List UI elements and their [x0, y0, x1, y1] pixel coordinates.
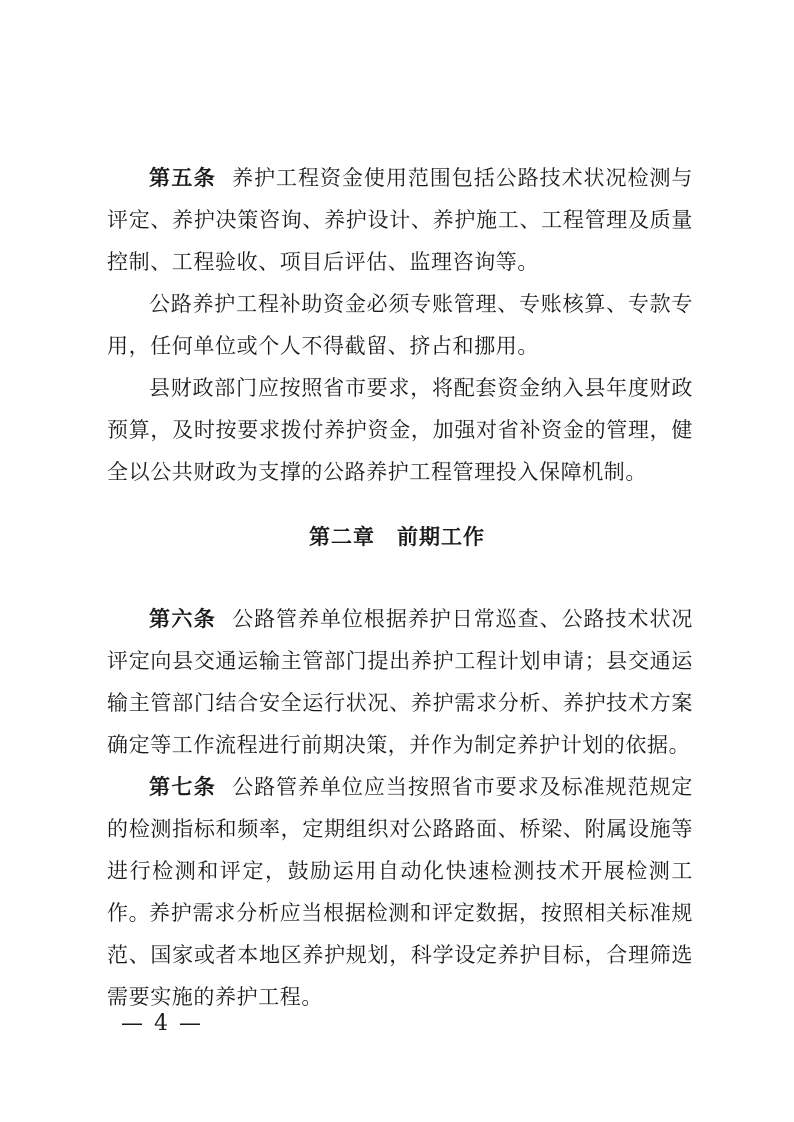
article-5-paragraph — [107, 157, 693, 283]
article-7-text: 公路管养单位应当按照省市要求及标准规范规定的检测指标和频率，定期组织对公路路面、桥梁、附属设施等进行检测和评定，鼓励运用自动化快速检测技术开展检测工作。 — [107, 775, 694, 925]
article-5-paragraph-2: 公路养护工程补助资金必须专账管理、专账核算、专款专用，任何单位或个人不得截留、挤占和挪用。 — [107, 292, 693, 358]
article-5-label: 第五条 — [149, 166, 217, 190]
article-5-text: 养护工程资金使用范围包括公路技术状况检测与评定、养护决策咨询、养护设计、养护施工、工程管理及质量控制、工程验收、项目后评估、监理咨询等。 — [107, 166, 694, 274]
chapter-title: 前期工作 — [397, 525, 485, 549]
chapter-number: 第二章 — [309, 525, 375, 549]
article-6-label: 第六条 — [149, 607, 217, 631]
article-6-paragraph — [107, 598, 693, 766]
article-7-paragraph-2: 养护需求分析应当根据检测和评定数据，按照相关标准规范、国家或者本地区养护规划，科学设定养护目标，合理筛选需要实施的养护工程。 — [107, 901, 693, 1009]
article-7-label: 第七条 — [149, 775, 217, 799]
article-5-paragraph-3: 县财政部门应按照省市要求，将配套资金纳入县年度财政预算，及时按要求拨付养护资金，加强对省补资金的管理，健全以公共财政为支撑的公路养护工程管理投入保障机制。 — [107, 376, 693, 484]
chapter-heading — [0, 516, 794, 558]
page-number: — 4 — — [121, 1011, 203, 1036]
article-6-text: 公路管养单位根据养护日常巡查、公路技术状况评定向县交通运输主管部门提出养护工程计划申请；县交通运输主管部门结合安全运行状况、养护需求分析、养护技术方案确定等工作流程进行前期决策，并作为制定养护计划的依据。 — [107, 607, 694, 757]
